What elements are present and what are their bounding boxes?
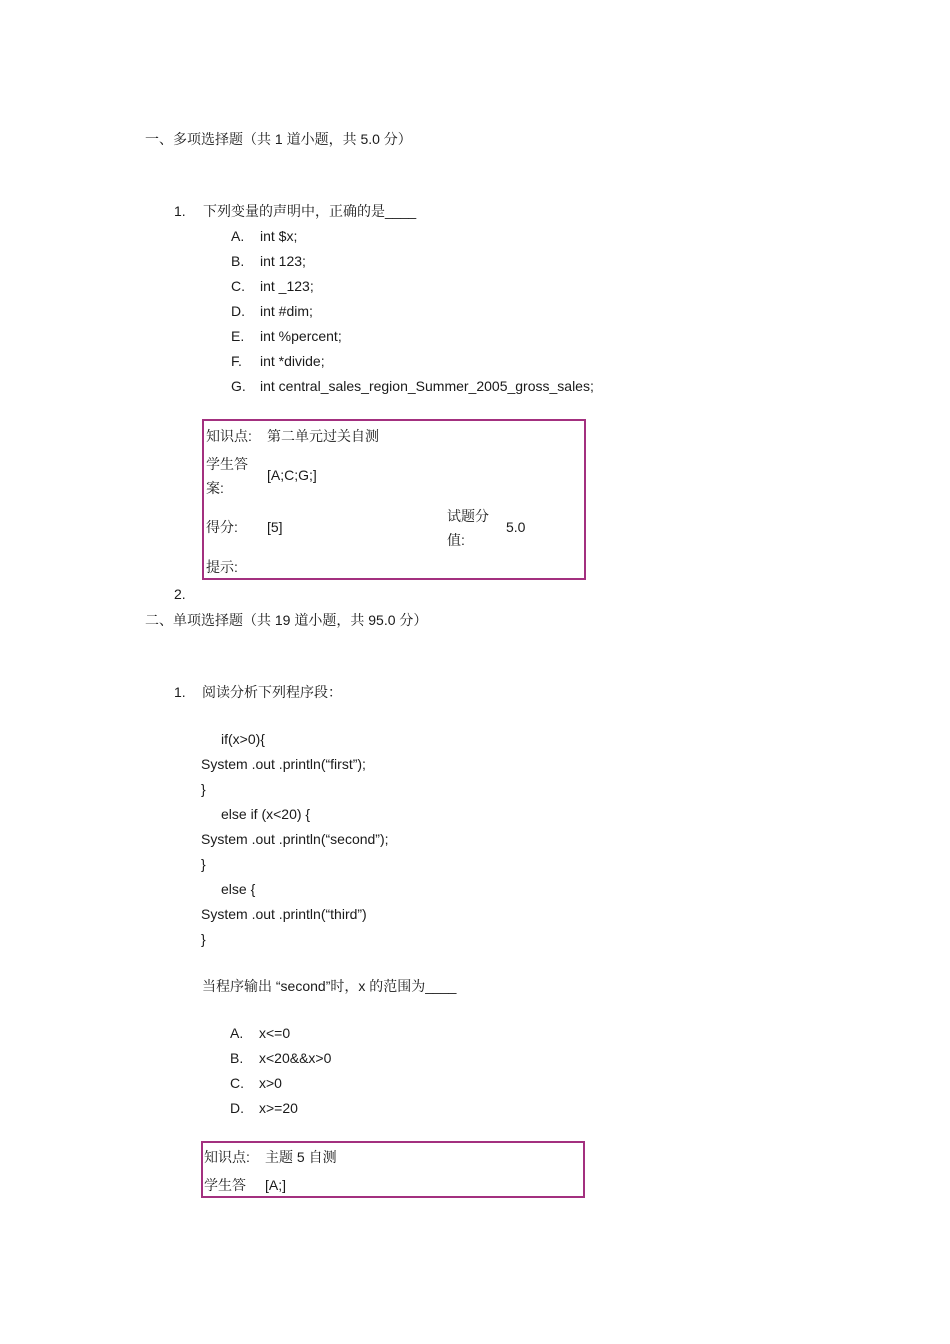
option-text: int 123; xyxy=(260,253,306,269)
code-line: System .out .println(“first”); xyxy=(201,756,366,772)
code-line: } xyxy=(201,856,206,872)
option-letter: C. xyxy=(231,278,245,294)
knowledge-value: 第二单元过关自测 xyxy=(267,428,379,444)
option-letter: G. xyxy=(231,378,246,394)
score-value: [5] xyxy=(267,519,283,535)
option-text: int %percent; xyxy=(260,328,342,344)
option-letter: E. xyxy=(231,328,245,344)
option-text: x>=20 xyxy=(259,1100,298,1116)
option-text: int $x; xyxy=(260,228,298,244)
option-text: x<20&&x>0 xyxy=(259,1050,332,1066)
section-heading-multiple-choice: 一、多项选择题（共 1 道小题，共 5.0 分） xyxy=(145,131,412,147)
option-letter: A. xyxy=(231,228,245,244)
student-answer-value: [A;C;G;] xyxy=(267,467,317,483)
code-line: } xyxy=(201,931,206,947)
student-answer-label: 学生答 xyxy=(206,456,248,472)
question-points-label: 试题分 xyxy=(447,508,489,524)
question-prompt: 当程序输出 “second”时，x 的范围为____ xyxy=(202,978,457,994)
option-text: x<=0 xyxy=(259,1025,291,1041)
option-text: x>0 xyxy=(259,1075,282,1091)
code-line: else { xyxy=(221,881,256,897)
answer-info-box xyxy=(202,419,586,580)
option-letter: B. xyxy=(231,253,245,269)
score-label: 得分: xyxy=(206,519,238,535)
hint-label: 提示: xyxy=(206,559,238,575)
answer-info-box xyxy=(201,1141,585,1198)
question-points-value: 5.0 xyxy=(506,519,526,535)
option-letter: C. xyxy=(230,1075,244,1091)
knowledge-value: 主题 5 自测 xyxy=(265,1149,337,1165)
section-heading-single-choice: 二、单项选择题（共 19 道小题，共 95.0 分） xyxy=(145,612,428,628)
code-line: System .out .println(“second”); xyxy=(201,831,389,847)
code-line: else if (x<20) { xyxy=(221,806,311,822)
knowledge-label: 知识点: xyxy=(206,428,252,444)
question-text: 下列变量的声明中，正确的是____ xyxy=(203,203,417,219)
student-answer-label-cont: 案: xyxy=(206,480,224,496)
student-answer-value: [A;] xyxy=(265,1177,287,1193)
option-letter: D. xyxy=(230,1100,244,1116)
question-number: 2. xyxy=(174,586,186,602)
option-text: int central_sales_region_Summer_2005_gross_sales; xyxy=(260,378,594,394)
option-letter: F. xyxy=(231,353,242,369)
code-line: } xyxy=(201,781,206,797)
option-letter: D. xyxy=(231,303,245,319)
question-text: 阅读分析下列程序段： xyxy=(202,684,342,700)
option-text: int #dim; xyxy=(260,303,313,319)
knowledge-label: 知识点: xyxy=(204,1149,250,1165)
option-letter: B. xyxy=(230,1050,244,1066)
code-line: if(x>0){ xyxy=(221,731,265,747)
question-number: 1. xyxy=(174,684,186,700)
question-number: 1. xyxy=(174,203,186,219)
student-answer-label: 学生答 xyxy=(204,1177,246,1193)
option-text: int *divide; xyxy=(260,353,325,369)
option-text: int _123; xyxy=(260,278,314,294)
option-letter: A. xyxy=(230,1025,244,1041)
question-points-label-cont: 值: xyxy=(447,532,465,548)
code-line: System .out .println(“third”) xyxy=(201,906,367,922)
